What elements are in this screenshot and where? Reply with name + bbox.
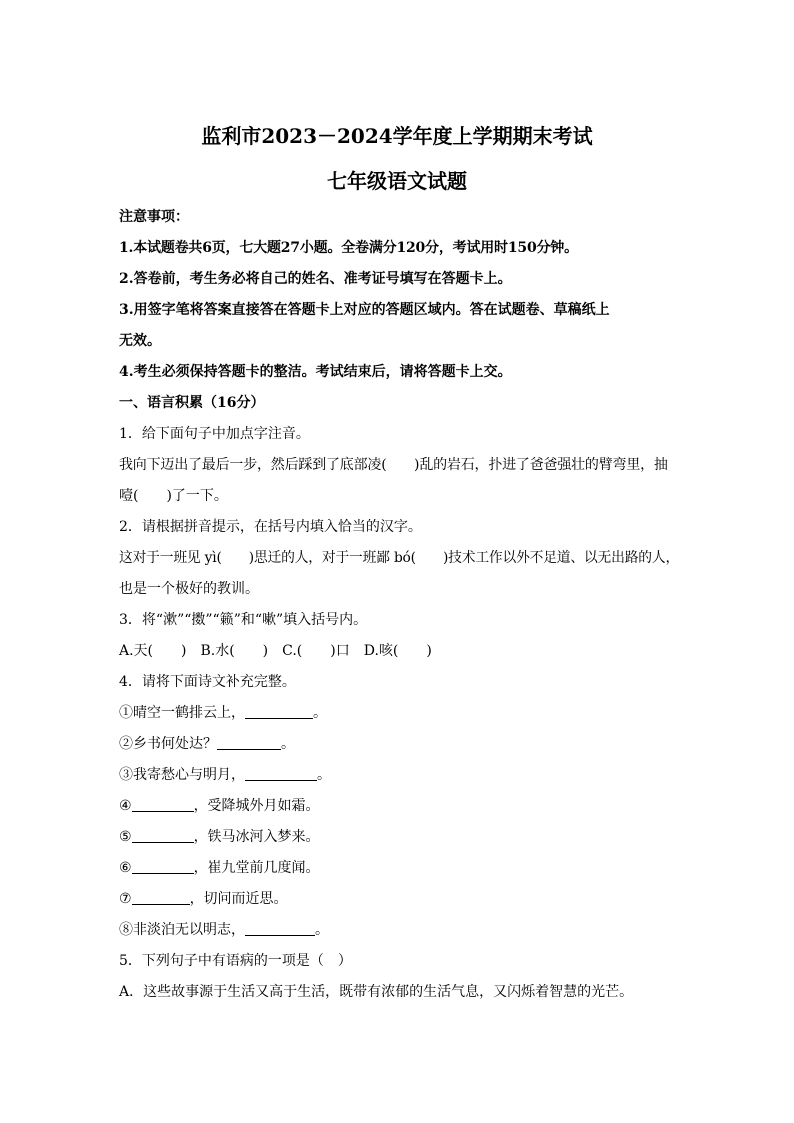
answer-blank [245,702,313,719]
exam-body [119,202,679,1008]
q4-item-3: ③我寄愁心与明月， 。 [119,760,679,791]
notice-heading: 注意事项： [119,209,189,225]
q4-item-8: ⑧非淡泊无以明志， 。 [119,915,679,946]
q4-item-7: ⑦ ，切问而近思。 [119,884,679,915]
section-1-heading: 一、语言积累（16分） [119,395,265,411]
answer-blank [245,919,315,936]
q1-prompt: 1．给下面句子中加点字注音。 [119,426,310,442]
q2-sentence-line2: 也是一个极好的教训。 [119,581,259,597]
q2-sentence-line1: 这对于一班见 yì( )思迁的人，对于一班鄙 bó( )技术工作以外不足道、以无出路的人， [119,550,680,566]
answer-blank [217,733,281,750]
q3-prompt: 3．将“漱”“擞”“籁”和“嗽”填入括号内。 [119,612,368,628]
answer-blank [132,826,194,843]
exam-title: 监利市2023－2024学年度上学期期末考试 [201,124,593,148]
q5-option-a: A．这些故事源于生活又高于生活，既带有浓郁的生活气息，又闪烁着智慧的光芒。 [119,984,634,1000]
q4-prompt: 4．请将下面诗文补充完整。 [119,674,296,690]
notice-item-4: 4.考生必须保持答题卡的整洁。考试结束后，请将答题卡上交。 [119,364,512,380]
answer-blank [132,795,194,812]
q4-item-6: ⑥ ，崔九堂前几度闻。 [119,853,679,884]
q2-prompt: 2．请根据拼音提示，在括号内填入恰当的汉字。 [119,519,422,535]
q4-item-5: ⑤ ，铁马冰河入梦来。 [119,822,679,853]
exam-subtitle: 七年级语文试题 [327,169,467,193]
q5-prompt: 5．下列句子中有语病的一项是（ ） [119,953,352,969]
q4-item-2: ②乡书何处达？ 。 [119,729,679,760]
q3-options: A.天( ) B.水( ) C.( )口 D.咳( ) [119,643,432,659]
q4-item-1: ①晴空一鹤排云上， 。 [119,698,679,729]
answer-blank [245,764,317,781]
notice-item-3: 3.用签字笔将答案直接答在答题卡上对应的答题区域内。答在试题卷、草稿纸上 [119,302,610,318]
notice-item-3-cont: 无效。 [119,333,161,349]
q1-sentence-line1: 我向下迈出了最后一步，然后踩到了底部凌( )乱的岩石，扑进了爸爸强壮的臂弯里，抽 [119,457,668,473]
notice-item-1: 1.本试题卷共6页，七大题27小题。全卷满分120分，考试用时150分钟。 [119,240,578,256]
q4-item-4: ④ ，受降城外月如霜。 [119,791,679,822]
answer-blank [132,888,190,905]
notice-item-2: 2.答卷前，考生务必将自己的姓名、准考证号填写在答题卡上。 [119,271,512,287]
answer-blank [132,857,194,874]
q1-sentence-line2: 噎( )了一下。 [119,488,228,504]
